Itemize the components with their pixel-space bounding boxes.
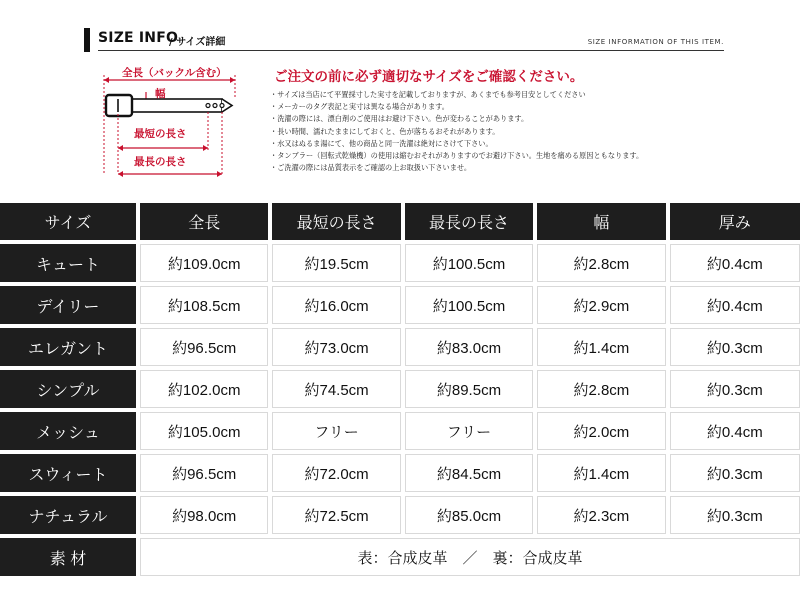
note-item: ・水又はぬるま湯にて、他の商品と同一洗濯は絶対にさけて下さい。 (270, 138, 493, 148)
material-label: 素 材 (0, 536, 138, 578)
row-label: エレガント (0, 326, 138, 368)
table-cell: 約72.5cm (270, 494, 402, 536)
table-cell: 約0.4cm (668, 284, 800, 326)
row-label: メッシュ (0, 410, 138, 452)
table-cell: 約108.5cm (138, 284, 270, 326)
table-cell: 約72.0cm (270, 452, 402, 494)
table-cell: 約0.3cm (668, 326, 800, 368)
table-cell: 約84.5cm (403, 452, 535, 494)
note-item: ・長い時間、濡れたままにしておくと、色が落ちるおそれがあります。 (270, 126, 500, 136)
total-length-label: 全長（バックル含む） (122, 67, 227, 79)
page-subtitle: / サイズ詳細 (169, 37, 226, 48)
table-cell: 約16.0cm (270, 284, 402, 326)
table-row (0, 326, 800, 368)
table-cell: 約98.0cm (138, 494, 270, 536)
table-header-row (0, 203, 800, 242)
note-item: ・タンブラー（回転式乾燥機）の使用は縮むおそれがありますのでお避け下さい。生地を痛める原因ともなります。 (270, 151, 644, 161)
table-row (0, 494, 800, 536)
row-label: ナチュラル (0, 494, 138, 536)
material-row (0, 536, 800, 578)
table-row (0, 410, 800, 452)
table-cell: 約2.8cm (535, 242, 667, 284)
table-cell: 約2.8cm (535, 368, 667, 410)
header-total-length: 全長 (138, 203, 270, 242)
header-size: サイズ (0, 203, 138, 242)
note-item: ・ご洗濯の際には品質表示をご確認の上お取扱い下さいませ。 (270, 163, 472, 173)
table-cell: 約0.3cm (668, 452, 800, 494)
table-cell: 約74.5cm (270, 368, 402, 410)
header-thickness: 厚み (668, 203, 800, 242)
header-longest-length: 最長の長さ (403, 203, 535, 242)
table-cell: フリー (270, 410, 402, 452)
row-label: シンプル (0, 368, 138, 410)
header-shortest-length: 最短の長さ (270, 203, 402, 242)
table-cell: 約109.0cm (138, 242, 270, 284)
width-label: 幅 (155, 88, 166, 100)
table-cell: 約102.0cm (138, 368, 270, 410)
row-label: スウィート (0, 452, 138, 494)
header-divider (98, 50, 724, 51)
header-accent-bar (84, 28, 90, 52)
table-cell: 約89.5cm (403, 368, 535, 410)
care-notes (270, 89, 643, 174)
row-label: キュート (0, 242, 138, 284)
note-item: ・洗濯の際には、漂白剤のご使用はお避け下さい。色が変わることがあります。 (270, 114, 529, 124)
table-cell: 約0.4cm (668, 410, 800, 452)
table-cell: 約0.4cm (668, 242, 800, 284)
table-cell: 約100.5cm (403, 284, 535, 326)
table-cell: 約105.0cm (138, 410, 270, 452)
note-item: ・メーカーのタグ表記と実寸は異なる場合があります。 (270, 102, 449, 112)
header-caption: SIZE INFORMATION OF THIS ITEM. (587, 38, 724, 46)
table-row (0, 368, 800, 410)
size-table (0, 203, 800, 580)
table-row (0, 242, 800, 284)
row-label: デイリー (0, 284, 138, 326)
table-cell: 約2.3cm (535, 494, 667, 536)
table-cell: 約19.5cm (270, 242, 402, 284)
shortest-length-label: 最短の長さ (134, 128, 187, 140)
table-cell: 約96.5cm (138, 326, 270, 368)
header-width: 幅 (535, 203, 667, 242)
note-item: ・サイズは当店にて平置採寸した実寸を記載しておりますが、あくまでも参考目安としてください (270, 90, 586, 99)
table-cell: 約85.0cm (403, 494, 535, 536)
table-row (0, 452, 800, 494)
table-cell: 約83.0cm (403, 326, 535, 368)
table-cell: 約1.4cm (535, 452, 667, 494)
table-row (0, 284, 800, 326)
table-cell: 約2.0cm (535, 410, 667, 452)
notice-title: ご注文の前に必ず適切なサイズをご確認ください。 (274, 69, 584, 85)
material-value: 表：合成皮革 ／ 裏：合成皮革 (138, 536, 800, 578)
table-cell: フリー (403, 410, 535, 452)
table-cell: 約2.9cm (535, 284, 667, 326)
table-cell: 約0.3cm (668, 494, 800, 536)
table-cell: 約73.0cm (270, 326, 402, 368)
table-cell: 約96.5cm (138, 452, 270, 494)
table-cell: 約0.3cm (668, 368, 800, 410)
longest-length-label: 最長の長さ (134, 156, 187, 168)
page-title: SIZE INFO (98, 30, 179, 46)
table-cell: 約100.5cm (403, 242, 535, 284)
table-cell: 約1.4cm (535, 326, 667, 368)
belt-diagram (100, 62, 250, 182)
